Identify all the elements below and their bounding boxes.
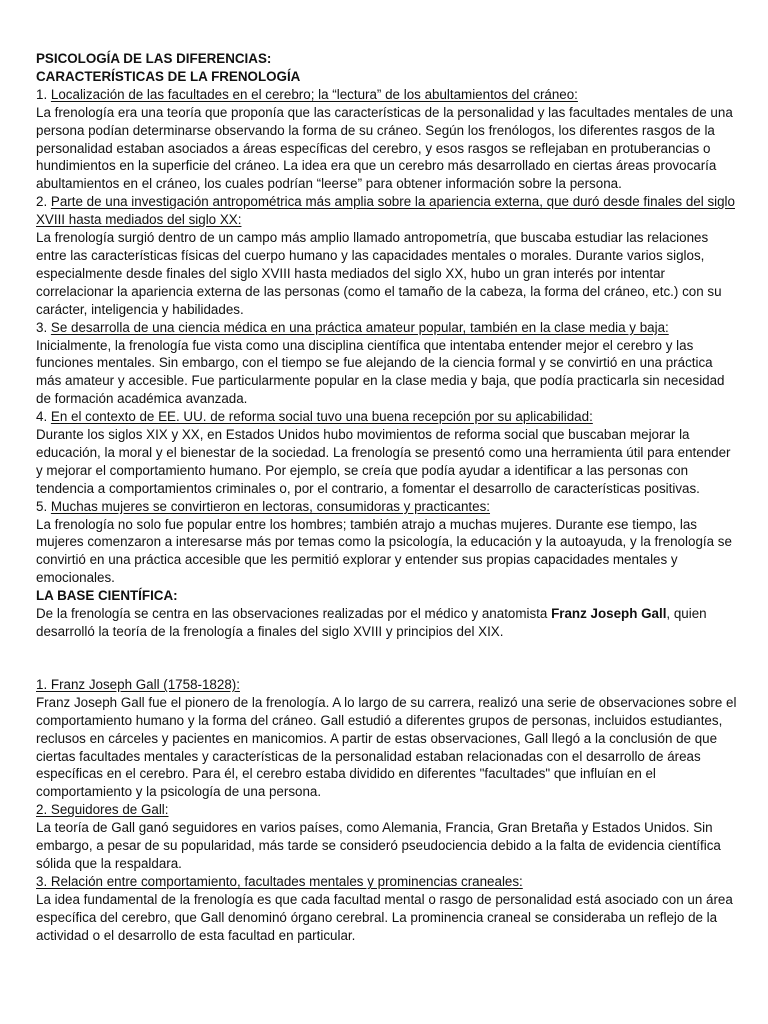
section-heading-text: Parte de una investigación antropométrica más amplia sobre la apariencia externa, que duró desde finales del siglo XVIII hasta mediados del siglo XX:	[36, 194, 735, 228]
section-number: 1.	[36, 86, 48, 102]
section-heading-text: En el contexto de EE. UU. de reforma social tuvo una buena recepción por su aplicabilidad:	[50, 409, 593, 425]
section-heading	[36, 193, 738, 229]
gall-name: Franz Joseph Gall	[551, 606, 667, 622]
gall-section-2	[36, 801, 738, 873]
section-heading-text: Muchas mujeres se convirtieron en lectoras, consumidoras y practicantes:	[50, 498, 491, 514]
section-number: 3.	[36, 319, 48, 335]
gall-section-body: La idea fundamental de la frenología es que cada facultad mental o rasgo de personalidad está asociado con un área específica del cerebro, que Gall denominó órgano cerebral. La prominencia craneal se consideraba un reflejo de la actividad o el desarrollo de esta facultad en particular.	[36, 891, 733, 943]
section-heading	[36, 408, 738, 426]
gall-section-body: Franz Joseph Gall fue el pionero de la frenología. A lo largo de su carrera, realizó una serie de observaciones sobre el comportamiento humano y la forma del cráneo. Gall estudió a diferentes grupos de personas, incluidos estudiantes, reclusos en cárceles y pacientes en manicomios. A partir de estas observaciones, Gall llegó a la conclusión de que ciertas facultades mentales y características de la personalidad estaban relacionadas con el desarrollo de áreas específicas en el cerebro. Para él, el cerebro estaba dividido en diferentes "facultades" que influían en el comportamiento y la psicología de una persona.	[36, 694, 737, 800]
base-heading: LA BASE CIENTÍFICA:	[36, 588, 178, 604]
gall-section-3	[36, 873, 738, 945]
section-2	[36, 193, 738, 318]
document-title-line-1: PSICOLOGÍA DE LAS DIFERENCIAS:	[36, 51, 272, 66]
section-number: 4.	[36, 409, 48, 425]
gall-section-heading: 2. Seguidores de Gall:	[36, 802, 169, 818]
section-heading-text: Se desarrolla de una ciencia médica en una práctica amateur popular, también en la clase media y baja:	[50, 319, 669, 335]
section-number: 5.	[36, 498, 48, 514]
section-heading	[36, 498, 738, 516]
document-title-line-2: CARACTERÍSTICAS DE LA FRENOLOGÍA	[36, 68, 301, 84]
base-cientifica-section	[36, 587, 738, 641]
section-body: La frenología no solo fue popular entre los hombres; también atrajo a muchas mujeres. Durante ese tiempo, las mujeres comenzaron a interesarse más por temas como la psicología, la educación y la autoayuda, y la frenología se convirtió en una práctica accesible que les permitió explorar y entender sus propias capacidades mentales y emocionales.	[36, 516, 732, 586]
section-1	[36, 86, 738, 193]
gall-section-body: La teoría de Gall ganó seguidores en varios países, como Alemania, Francia, Gran Bretaña y Estados Unidos. Sin embargo, a pesar de su popularidad, más tarde se consideró pseudociencia debido a la falta de evidencia científica sólida que la respaldara.	[36, 820, 721, 871]
base-paragraph	[36, 605, 738, 641]
section-body: Durante los siglos XIX y XX, en Estados Unidos hubo movimientos de reforma social que buscaban mejorar la educación, la moral y el bienestar de la sociedad. La frenología se presentó como una herramienta útil para entender y mejorar el comportamiento humano. Por ejemplo, se creía que podía ayudar a identificar a las personas con tendencia a comportamientos criminales o, por el contrario, a fomentar el desarrollo de características positivas.	[36, 427, 731, 496]
section-5	[36, 498, 738, 588]
spacer	[36, 641, 738, 676]
base-text-before: De la frenología se centra en las observaciones realizadas por el médico y anatomista	[36, 606, 552, 622]
section-heading-text: Localización de las facultades en el cerebro; la “lectura” de los abultamientos del cráneo:	[50, 86, 578, 102]
section-4	[36, 408, 738, 498]
gall-section-heading: 3. Relación entre comportamiento, facultades mentales y prominencias craneales:	[36, 873, 523, 889]
section-heading	[36, 319, 738, 337]
section-number: 2.	[36, 194, 48, 210]
gall-section-heading: 1. Franz Joseph Gall (1758-1828):	[36, 676, 240, 692]
base-text-after: , quien desarrolló la teoría de la frenología a finales del siglo XVIII y principios del XIX.	[36, 606, 707, 639]
gall-section-1	[36, 676, 738, 801]
section-3	[36, 319, 738, 409]
section-body: Inicialmente, la frenología fue vista como una disciplina científica que intentaba entender mejor el cerebro y las funciones mentales. Sin embargo, con el tiempo se fue alejando de la ciencia formal y se convirtió en una práctica más amateur y accesible. Fue particularmente popular en la clase media y baja, que podía practicarla sin necesidad de formación académica avanzada.	[36, 337, 725, 407]
section-body: La frenología surgió dentro de un campo más amplio llamado antropometría, que buscaba estudiar las relaciones entre las características físicas del cuerpo humano y las capacidades mentales o morales. Durante varios siglos, especialmente desde finales del siglo XVIII hasta mediados del siglo XX, hubo un gran interés por intentar correlacionar la apariencia externa de las personas (como el tamaño de la cabeza, la forma del cráneo, etc.) con su carácter, inteligencia y habilidades.	[36, 230, 722, 317]
section-body: La frenología era una teoría que proponía que las características de la personalidad y las facultades mentales de una persona podían determinarse observando la forma de su cráneo. Según los frenólogos, los diferentes rasgos de la personalidad estaban asociados a áreas específicas del cerebro, y esos rasgos se reflejaban en protuberancias o hundimientos en la superficie del cráneo. La idea era que un cerebro más desarrollado en ciertas áreas provocaría abultamientos en el cráneo, los cuales podrían “leerse” para obtener información sobre la persona.	[36, 104, 733, 192]
section-heading	[36, 86, 738, 104]
